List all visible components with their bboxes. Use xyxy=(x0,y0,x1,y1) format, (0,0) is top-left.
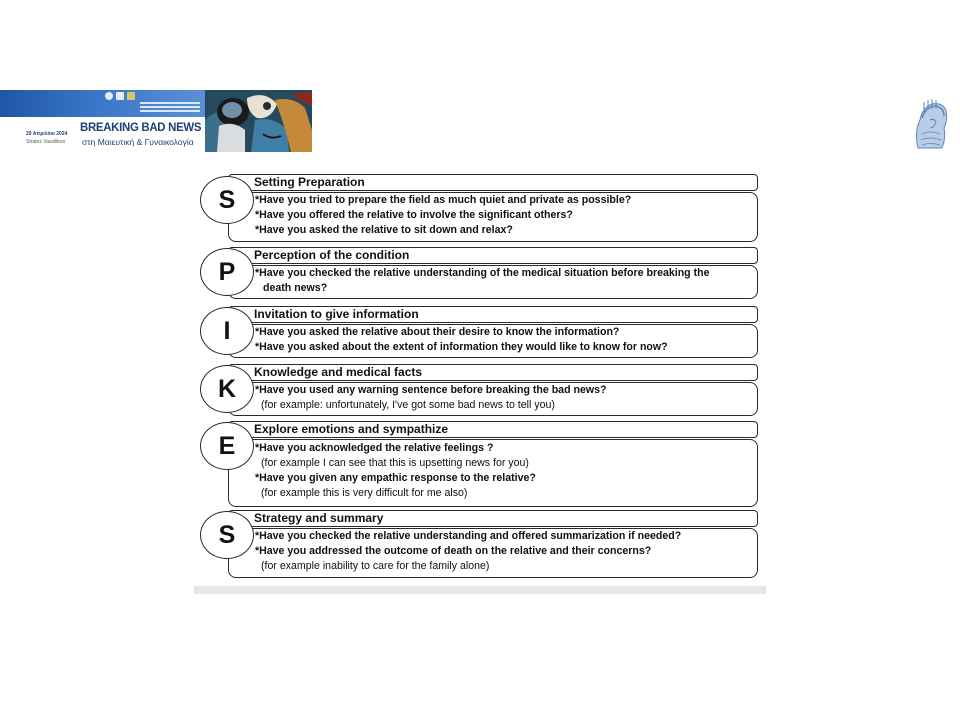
banner-date: 20 Απριλίου 2024 xyxy=(26,131,68,137)
banner-header-strip xyxy=(0,90,210,117)
checklist-question: *Have you tried to prepare the field as much quiet and private as possible? xyxy=(255,194,632,206)
checklist-question: *Have you asked the relative about their desire to know the information? xyxy=(255,326,620,338)
spikes-protocol-figure xyxy=(194,170,766,594)
section-letter: P xyxy=(200,248,254,296)
university-emblem-athena xyxy=(910,98,950,154)
checklist-question: *Have you asked the relative to sit down and relax? xyxy=(255,224,513,236)
banner-artwork-image xyxy=(205,90,312,152)
checklist-question: *Have you used any warning sentence before breaking the bad news? xyxy=(255,384,607,396)
section-letter: S xyxy=(200,511,254,559)
section-lines xyxy=(255,441,755,501)
checklist-question: *Have you asked about the extent of information they would like to know for now? xyxy=(255,341,668,353)
figure-bottom-edge xyxy=(194,586,766,594)
section-letter: S xyxy=(200,176,254,224)
checklist-question: *Have you checked the relative understanding of the medical situation before breaking the xyxy=(255,267,710,279)
checklist-example: (for example inability to care for the family alone) xyxy=(261,560,490,572)
checklist-example: (for example I can see that this is upsetting news for you) xyxy=(261,457,529,469)
conference-banner xyxy=(0,90,312,152)
banner-fine-print xyxy=(140,102,200,104)
banner-place: Stratos Vassilikos xyxy=(26,139,66,145)
section-letter: I xyxy=(200,307,254,355)
section-lines xyxy=(255,266,755,296)
section-lines xyxy=(255,193,755,238)
checklist-example: (for example: unfortunately, I've got some bad news to tell you) xyxy=(261,399,555,411)
sponsor-logos xyxy=(105,92,135,100)
section-lines xyxy=(255,529,755,574)
section-title: Perception of the condition xyxy=(254,248,410,262)
banner-title: BREAKING BAD NEWS xyxy=(80,120,202,134)
section-letter: E xyxy=(200,422,254,470)
section-lines xyxy=(255,325,755,355)
checklist-question: *Have you checked the relative understanding and offered summarization if needed? xyxy=(255,530,682,542)
checklist-question: *Have you acknowledged the relative feelings ? xyxy=(255,442,494,454)
section-title: Invitation to give information xyxy=(254,307,419,321)
banner-subtitle: στη Μαιευτική & Γυναικολογία xyxy=(82,137,194,147)
section-letter: K xyxy=(200,365,254,413)
checklist-question: *Have you addressed the outcome of death on the relative and their concerns? xyxy=(255,545,652,557)
checklist-example: (for example this is very difficult for me also) xyxy=(261,487,468,499)
section-title: Strategy and summary xyxy=(254,511,384,525)
checklist-question: *Have you offered the relative to involve the significant others? xyxy=(255,209,573,221)
section-title: Explore emotions and sympathize xyxy=(254,422,449,436)
section-lines xyxy=(255,383,755,413)
checklist-question: *Have you given any empathic response to the relative? xyxy=(255,472,536,484)
checklist-question-continued: death news? xyxy=(263,282,328,294)
section-title: Setting Preparation xyxy=(254,175,365,189)
section-title: Knowledge and medical facts xyxy=(254,365,423,379)
